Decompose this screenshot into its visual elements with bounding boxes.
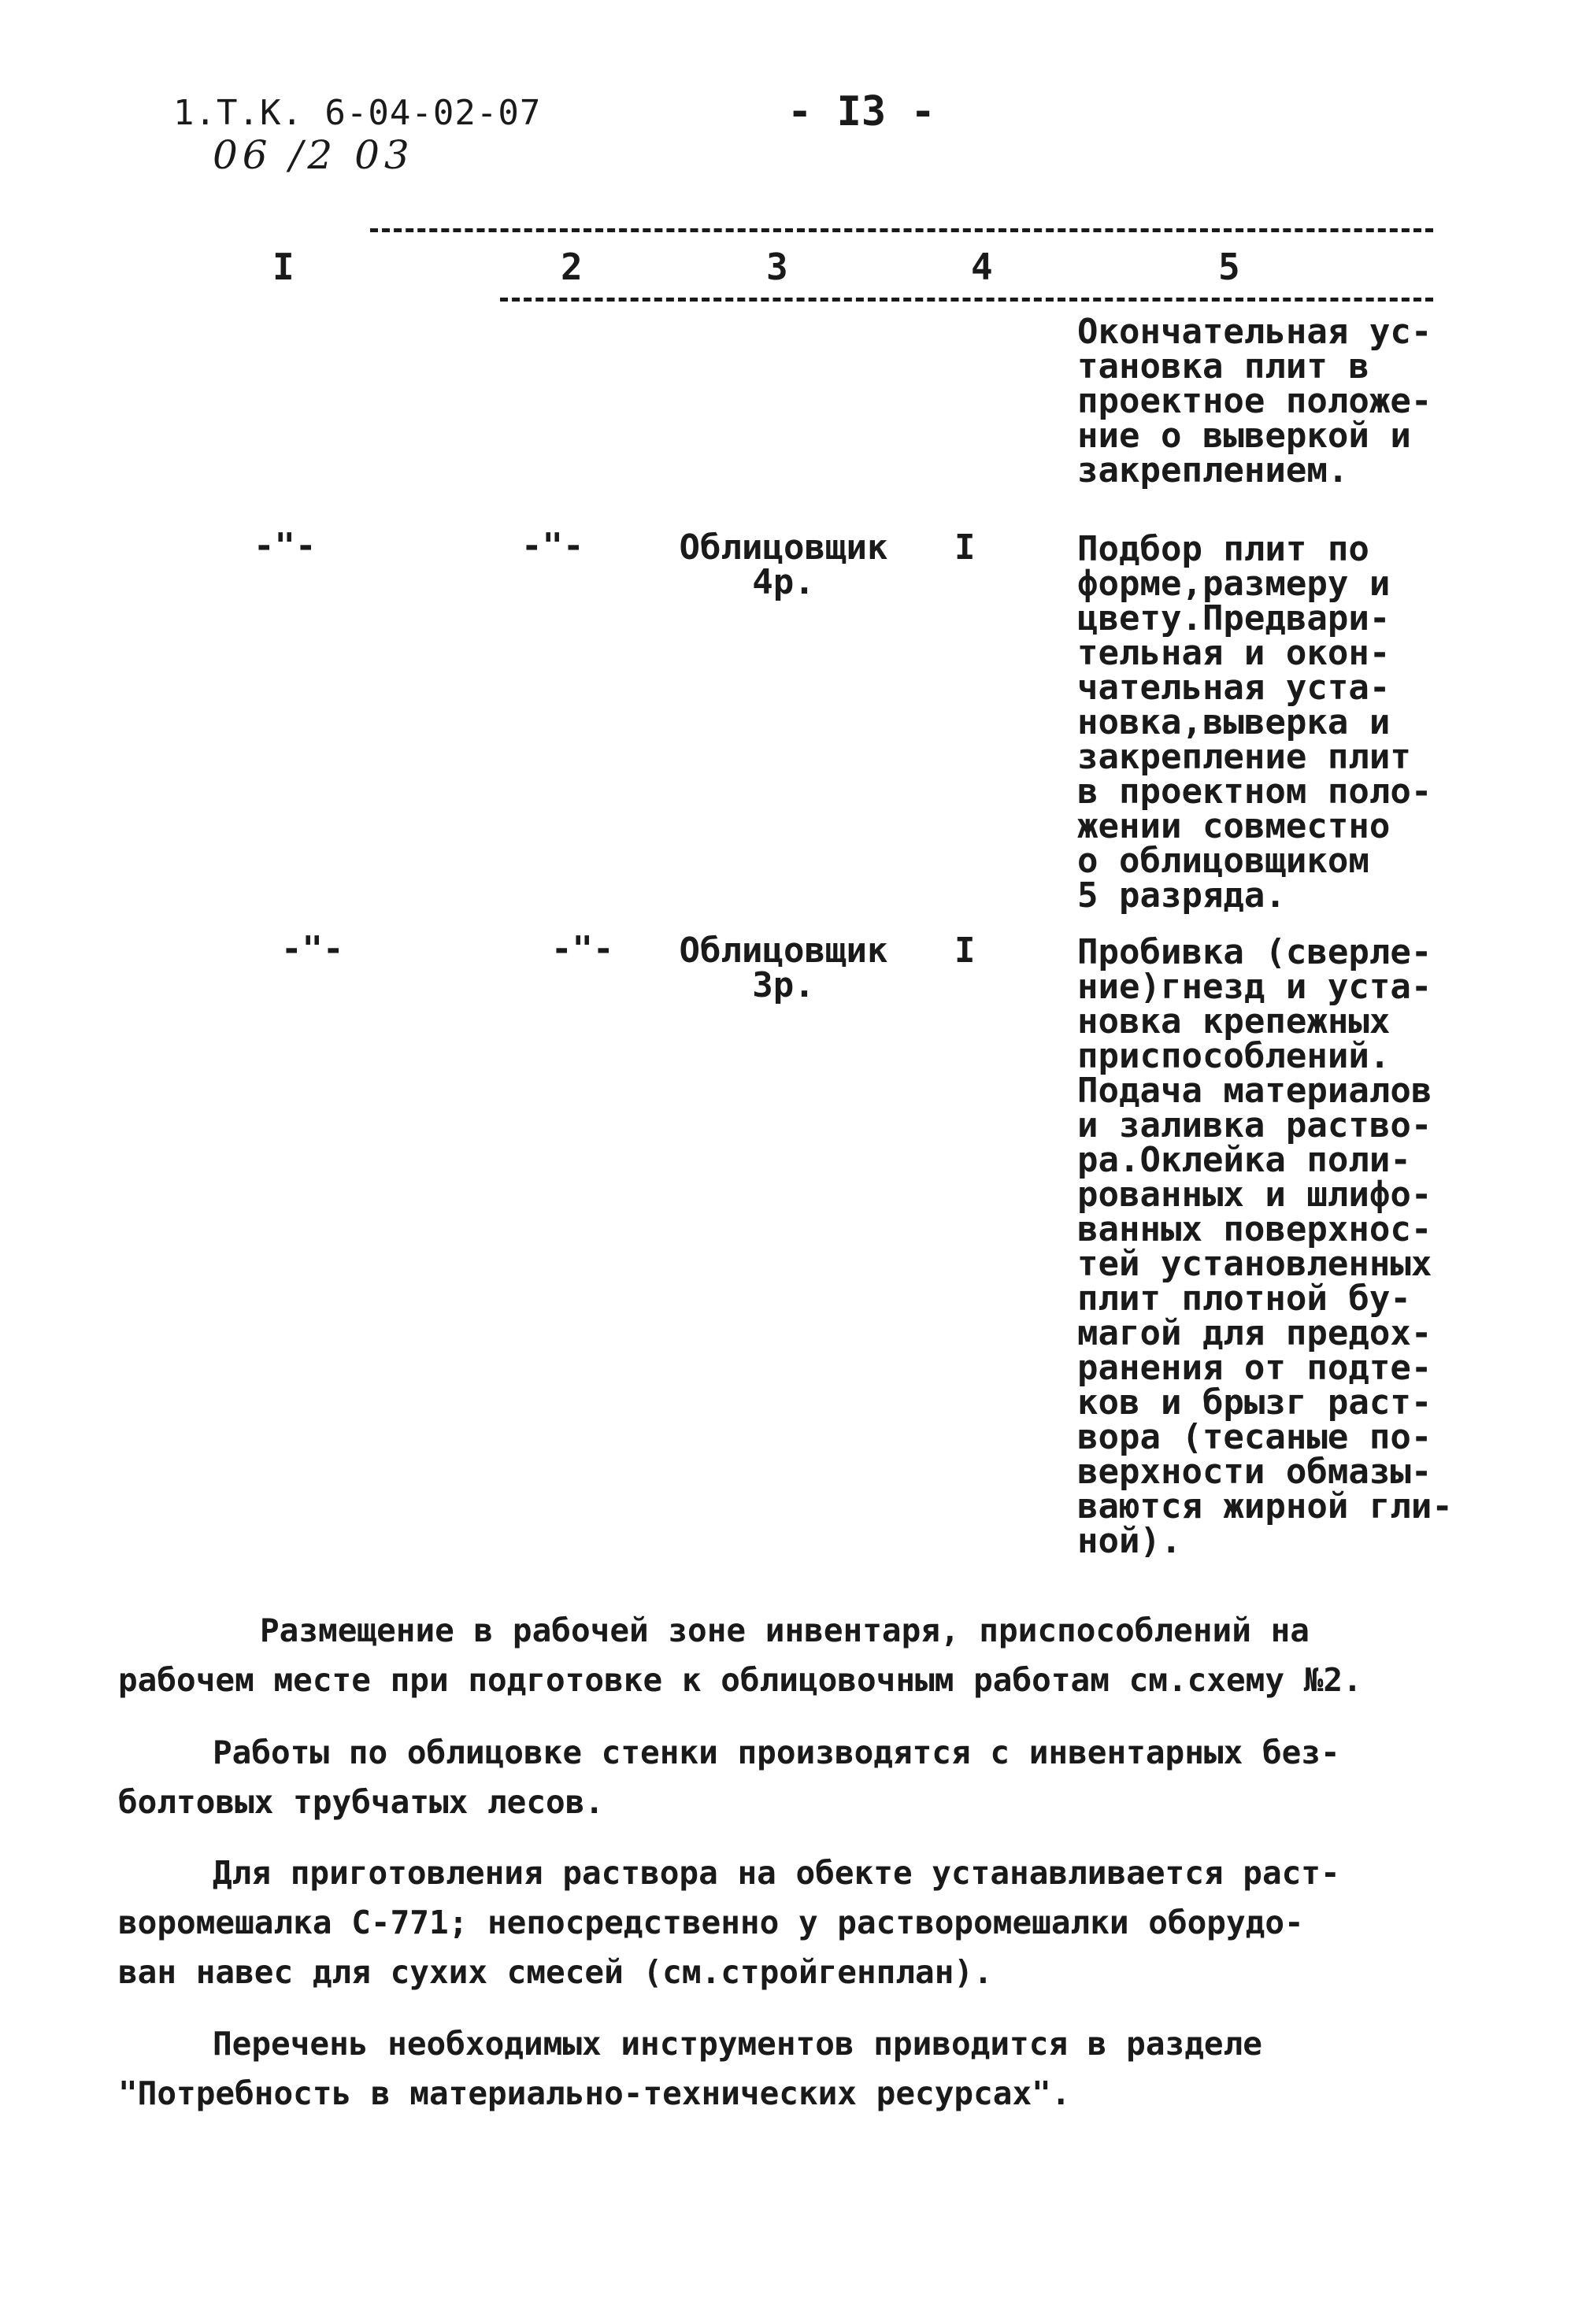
paragraph-workplace-layout: Размещение в рабочей зоне инвентаря, приспособлений на рабочем месте при подготовке к облицовочным работам см.схему №2. [118, 1612, 1362, 1699]
table-row-2-count: I [954, 527, 976, 568]
column-header-4: 4 [971, 246, 993, 288]
table-row-3-col2: -"- [551, 929, 614, 969]
paragraph-tools-list: Перечень необходимых инструментов приводится в разделе "Потребность в материально-технических ресурсах". [118, 2025, 1262, 2112]
table-row-3-count: I [954, 931, 976, 971]
table-row-3-col1: -"- [281, 929, 344, 969]
table-row-2-col1: -"- [254, 526, 317, 566]
table-top-rule [370, 228, 1433, 232]
column-header-1: I [272, 246, 295, 288]
table-row-2-description: Подбор плит по форме,размеру и цвету.Предвари- тельная и окон- чательная уста- новка,выверка и закрепление плит в проектном поло- жении совместно о облицовщиком 5 разряда. [1077, 529, 1432, 916]
table-header-rule [500, 298, 1433, 302]
column-header-2: 2 [561, 246, 583, 288]
table-row-2-profession: Облицовщик 4р. [679, 527, 888, 602]
table-row-3-profession: Облицовщик 3р. [679, 931, 888, 1005]
document-code: 1.Т.К. 6-04-02-07 [173, 93, 542, 133]
table-row-2-col2: -"- [521, 526, 584, 566]
column-header-5: 5 [1218, 246, 1240, 288]
paragraph-scaffolding: Работы по облицовке стенки производятся с инвентарных без- болтовых трубчатых лесов. [118, 1734, 1340, 1821]
table-row-3-description: Пробивка (сверле- ние)гнезд и уста- новка крепежных приспособлений. Подача материалов и заливка раство- ра.Оклейка поли- рованных и шлифо- ванных поверхнос- тей установленных плит плотной бу- магой для предох- ранения от подте- ков и брызг раст- вора (тесаные по- верхности обмазы- ваются жирной гли- ной). [1077, 932, 1453, 1561]
paragraph-mortar-mixer: Для приготовления раствора на обекте устанавливается раст- воромешалка С-771; непосредственно у растворомешалки оборудо- ван навес для сухих смесей (см.стройгенплан). [118, 1854, 1340, 1991]
table-row-1-description: Окончательная ус- тановка плит в проектное положе- ние о выверкой и закреплением. [1077, 312, 1432, 490]
column-header-3: 3 [766, 246, 788, 288]
page-number: - I3 - [787, 88, 935, 135]
handwritten-code: 06 /2 03 [213, 132, 414, 178]
